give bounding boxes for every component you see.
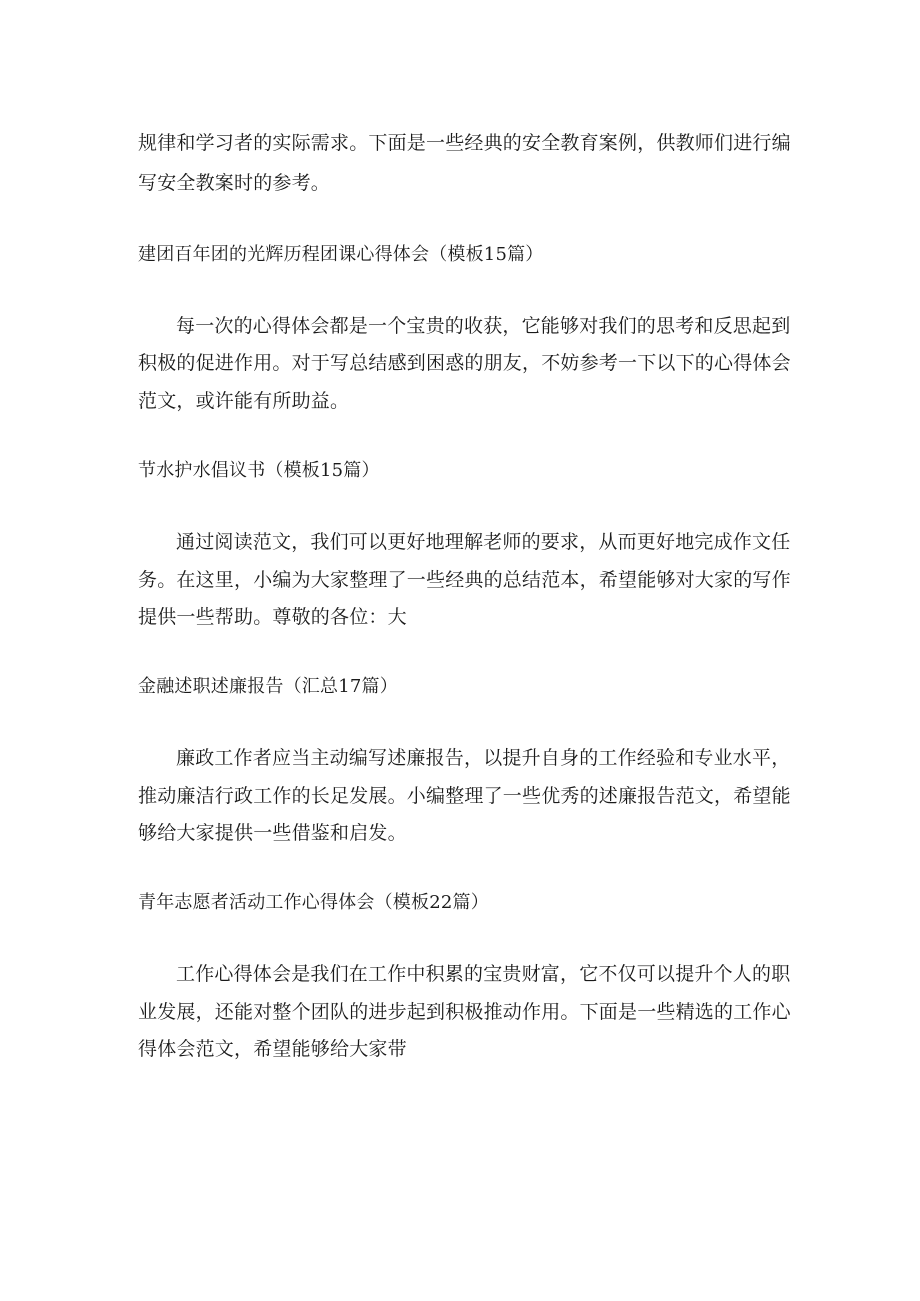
article-summary-line: 务。在这里，小编为大家整理了一些经典的总结范本，希望能够对大家的写作 (138, 569, 791, 591)
article-summary-line: 业发展，还能对整个团队的进步起到积极推动作用。下面是一些精选的工作心 (138, 1001, 791, 1023)
article-summary-line: 廉政工作者应当主动编写述廉报告，以提升自身的工作经验和专业水平， (176, 747, 791, 769)
article-summary-line: 推动廉洁行政工作的长足发展。小编整理了一些优秀的述廉报告范文，希望能 (138, 785, 791, 807)
article-summary-line: 得体会范文，希望能够给大家带 (138, 1038, 407, 1060)
article-title[interactable]: 节水护水倡议书（模板15篇） (138, 460, 380, 481)
article-summary-line: 范文，或许能有所助益。 (138, 390, 350, 412)
article-summary-line: 够给大家提供一些借鉴和启发。 (138, 822, 407, 844)
article-summary-line: 提供一些帮助。尊敬的各位：大 (138, 606, 407, 628)
article-title[interactable]: 建团百年团的光辉历程团课心得体会（模板15篇） (138, 244, 544, 265)
intro-line: 规律和学习者的实际需求。下面是一些经典的安全教育案例，供教师们进行编 (138, 132, 791, 154)
article-summary-line: 工作心得体会是我们在工作中积累的宝贵财富，它不仅可以提升个人的职 (176, 963, 791, 985)
intro-line: 写安全教案时的参考。 (138, 172, 331, 194)
article-summary-line: 每一次的心得体会都是一个宝贵的收获，它能够对我们的思考和反思起到 (176, 315, 791, 337)
article-title[interactable]: 金融述职述廉报告（汇总17篇） (138, 676, 398, 697)
article-summary-line: 通过阅读范文，我们可以更好地理解老师的要求，从而更好地完成作文任 (176, 531, 791, 553)
article-title[interactable]: 青年志愿者活动工作心得体会（模板22篇） (138, 892, 489, 913)
article-summary-line: 积极的促进作用。对于写总结感到困惑的朋友，不妨参考一下以下的心得体会 (138, 352, 791, 374)
